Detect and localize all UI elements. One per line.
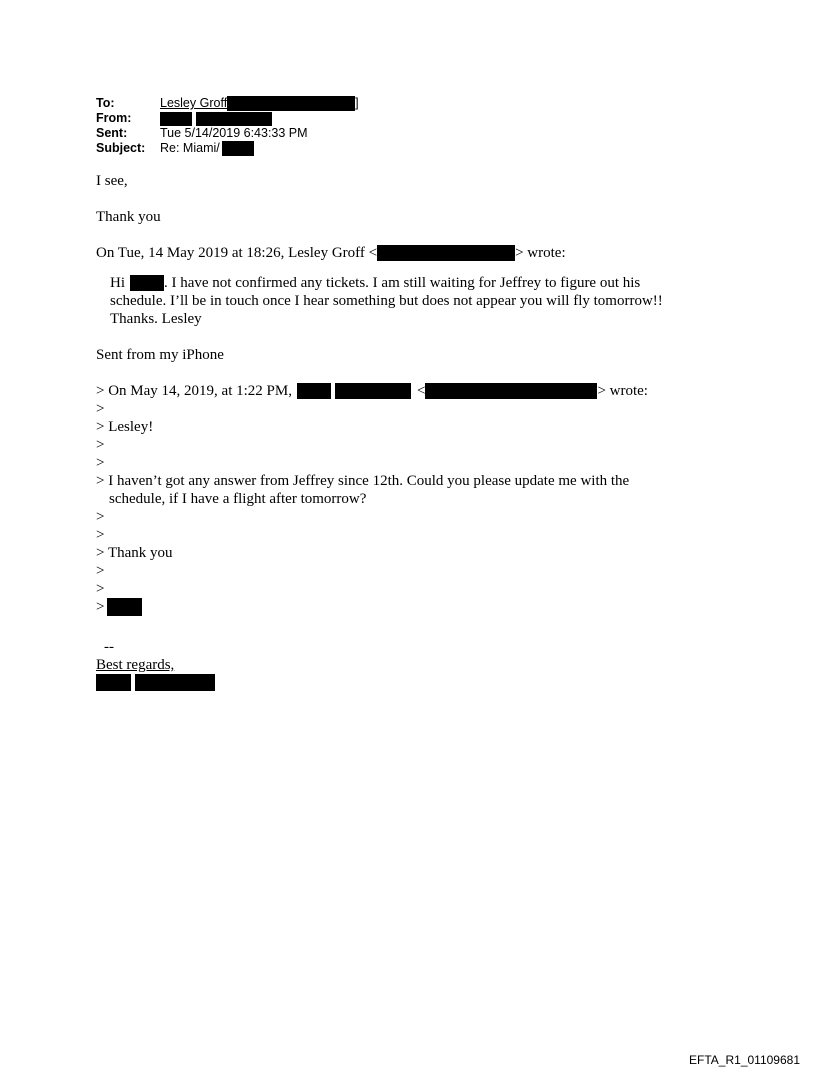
orig-thanks: > Thank you — [96, 545, 173, 561]
document-id: EFTA_R1_01109681 — [689, 1053, 800, 1067]
quote-marker: > — [96, 455, 105, 471]
orig-greeting: > Lesley! — [96, 419, 154, 435]
redaction-block — [297, 383, 331, 399]
signature-dash: -- — [104, 639, 114, 655]
email-body — [96, 172, 716, 691]
from-row — [96, 111, 359, 126]
sent-value: Tue 5/14/2019 6:43:33 PM — [160, 126, 308, 140]
redaction-block — [196, 112, 272, 126]
quote-marker: > — [96, 437, 105, 453]
subject-value: Re: Miami/ — [160, 141, 220, 155]
best-regards: Best regards, — [96, 657, 175, 673]
sent-from-line: Sent from my iPhone — [96, 347, 224, 363]
redaction-block — [377, 245, 515, 261]
quote-marker: > — [96, 401, 105, 417]
redaction-block — [96, 674, 131, 691]
quote-marker: > — [96, 599, 105, 615]
quote-marker: > — [96, 581, 105, 597]
subject-label: Subject: — [96, 141, 146, 155]
to-bracket: ] — [355, 96, 359, 110]
orig-intro-text: > On May 14, 2019, at 1:22 PM, — [96, 383, 292, 399]
quote-marker: > — [96, 563, 105, 579]
sent-row — [96, 126, 359, 141]
quote-marker: > — [96, 509, 105, 525]
quote-greeting: Hi — [110, 275, 125, 291]
quote-line: schedule. I’ll be in touch once I hear something but does not appear you will fly tomorrow!! — [110, 293, 663, 309]
redaction-block — [130, 275, 164, 291]
quoted-reply — [110, 274, 716, 328]
redaction-block — [222, 141, 254, 156]
body-line: I see, — [96, 173, 128, 189]
sent-label: Sent: — [96, 126, 128, 140]
reply-intro — [96, 244, 716, 262]
to-row — [96, 96, 359, 111]
quote-marker: > — [96, 527, 105, 543]
reply-intro-end: > wrote: — [515, 245, 566, 261]
email-header — [96, 96, 359, 156]
redaction-block — [107, 598, 142, 616]
from-label: From: — [96, 111, 132, 125]
orig-message-line: > I haven’t got any answer from Jeffrey since 12th. Could you please update me with the — [96, 473, 630, 489]
redaction-block — [160, 112, 192, 126]
reply-intro-text: On Tue, 14 May 2019 at 18:26, Lesley Groff < — [96, 245, 378, 261]
quote-line: Thanks. Lesley — [110, 311, 202, 327]
redaction-block — [335, 383, 411, 399]
orig-lt: < — [416, 383, 426, 399]
quote-line — [110, 274, 716, 292]
signature-name — [96, 674, 716, 691]
orig-message-line: schedule, if I have a flight after tomorrow? — [109, 491, 367, 507]
body-line: Thank you — [96, 209, 161, 225]
to-label: To: — [96, 96, 115, 110]
redaction-block — [227, 96, 355, 111]
redaction-block — [425, 383, 597, 399]
orig-signature-line — [96, 598, 716, 616]
quote-text: . I have not confirmed any tickets. I am still waiting for Jeffrey to figure out his — [164, 275, 641, 291]
to-value: Lesley Groff — [160, 96, 228, 110]
orig-intro-end: > wrote: — [597, 383, 648, 399]
orig-intro — [96, 382, 716, 400]
redaction-block — [135, 674, 215, 691]
subject-row — [96, 141, 359, 156]
